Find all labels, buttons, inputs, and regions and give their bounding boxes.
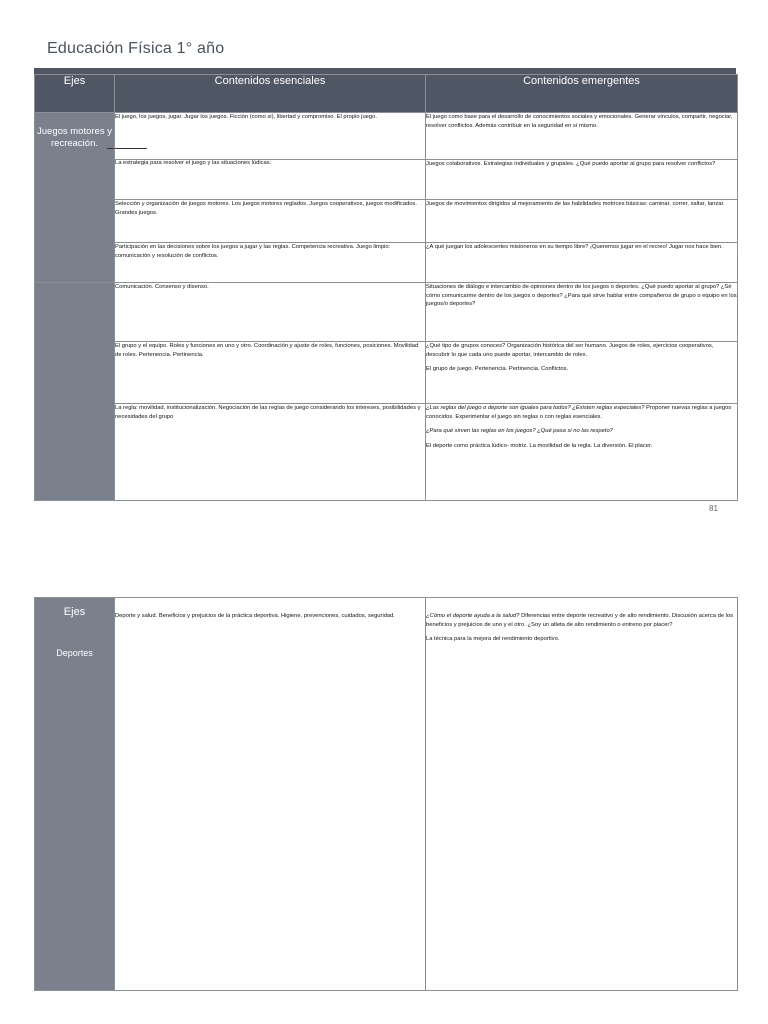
emergente-paragraph: ¿Qué tipo de grupos conoces? Organización histórica del ser humano. Juegos de roles, ejercicios cooperativos, descubrir lo que cada uno puede aportar, intercambio de roles. [426,343,714,358]
divider-dash [107,148,147,149]
esencial-cell: El grupo y el equipo. Roles y funciones en uno y otro. Coordinación y ajuste de roles, funciones, posiciones. Movilidad de roles. Pertenencia. Pertinencia. [115,342,426,404]
table-row [35,200,738,243]
esencial-cell: Deporte y salud. Beneficios y prejuicios de la práctica deportiva. Higiene, prevenciones, cuidados, seguridad. [115,598,426,991]
emergente-text: Diferencias entre deporte recreativo y de alto rendimiento. Discusión acerca de los beneficios y prejuicios de uno y el otro. ¿Soy un atleta de alto rendimiento o entreno por placer? [426,613,734,628]
table-row [35,404,738,501]
esencial-cell: La regla: movilidad, institucionalización. Negociación de las reglas de juego considerando los intereses, posibilidades y necesidades del grupo [115,404,426,501]
eje-label-juegos: Juegos motores y recreación. [37,126,112,149]
table-row [35,243,738,283]
eje-cell-deportes [35,598,115,991]
esencial-cell: Participación en las decisiones sobre los juegos a jugar y las reglas. Competencia recreativa. Juego limpio: comunicación y resolución de conflictos. [115,243,426,283]
eje-cell-blank [35,283,115,501]
emergente-paragraph: El grupo de juego. Pertenencia. Pertinencia. Conflictos. [426,366,569,373]
emergente-cell [426,342,738,404]
ejes-label: Ejes [63,606,86,618]
page-number: 81 [709,504,718,513]
emergente-paragraph: La técnica para la mejora del rendimiento deportivo. [426,636,560,643]
contents-table-deportes [34,597,738,991]
emergente-question: ¿Cómo el deporte ayuda a la salud? [426,613,520,619]
table-row [35,283,738,342]
emergente-cell: Juegos de movimientos dirigidos al mejoramiento de las habilidades motrices básicas: caminar, correr, saltar, lanzar. [426,200,738,243]
eje-label-deportes: Deportes [56,648,93,658]
page-title: Educación Física 1° año [47,40,225,57]
emergente-question: ¿Las reglas del juego o deporte son iguales para todos? ¿Existen reglas especiales? [426,405,645,411]
esencial-cell: Comunicación. Consenso y disenso. [115,283,426,342]
esencial-cell [115,160,426,200]
emergente-cell: El juego como base para el desarrollo de conocimientos sociales y emocionales. Generar vínculos, compartir, negociar, resolver conflictos. Además contribuir en la seguridad en sí mismo. [426,113,738,160]
emergente-paragraph [426,612,737,629]
table-row [35,342,738,404]
emergente-paragraph: El deporte como práctica lúdico- motriz. La movilidad de la regla. La diversión. El placer. [426,442,653,449]
table-header-row [35,75,738,113]
table-row [35,160,738,200]
esencial-text: La estrategia para resolver el juego y las situaciones lúdicas. [115,160,272,166]
emergente-paragraph [426,404,737,421]
esencial-cell: Selección y organización de juegos motores. Los juegos motores reglados. Juegos cooperativos, juegos modificados. Grandes juegos. [115,200,426,243]
table-row [35,598,738,991]
header-contenidos-emergentes: Contenidos emergentes [426,75,738,113]
emergente-cell [426,404,738,501]
emergente-cell: Juegos colaborativos. Estrategias individuales y grupales. ¿Qué puedo aportar al grupo para resolver conflictos? [426,160,738,200]
header-ejes: Ejes [35,75,115,113]
header-contenidos-esenciales: Contenidos esenciales [115,75,426,113]
emergente-text: Proponer nuevas reglas a juegos conocidos. Experimentar el juego sin reglas o con reglas esenciales. [426,405,732,420]
emergente-question: ¿Para qué sirven las reglas en los juegos? ¿Qué pasa si no las respeto? [426,428,613,435]
emergente-cell: ¿A qué juegan los adolescentes misioneros en su tiempo libre? ¡Queremos jugar en el recreo! Jugar nos hace bien. [426,243,738,283]
table-row [35,113,738,160]
eje-cell-juegos [35,113,115,283]
esencial-cell: El juego, los juegos, jugar. Jugar los juegos. Ficción (como si), libertad y compromiso. El propio juego. [115,113,426,160]
emergente-cell: Situaciones de diálogo e intercambio de opiniones dentro de los juegos o deportes. ¿Qué puedo aportar al grupo? ¿Sé cómo comunicarme dentro de los juegos o deportes? ¿Para qué sirve hablar entre compañeros de grupo o equipo en los juegos/o deportes? [426,283,738,342]
contents-table [34,74,738,501]
emergente-cell [426,598,738,991]
